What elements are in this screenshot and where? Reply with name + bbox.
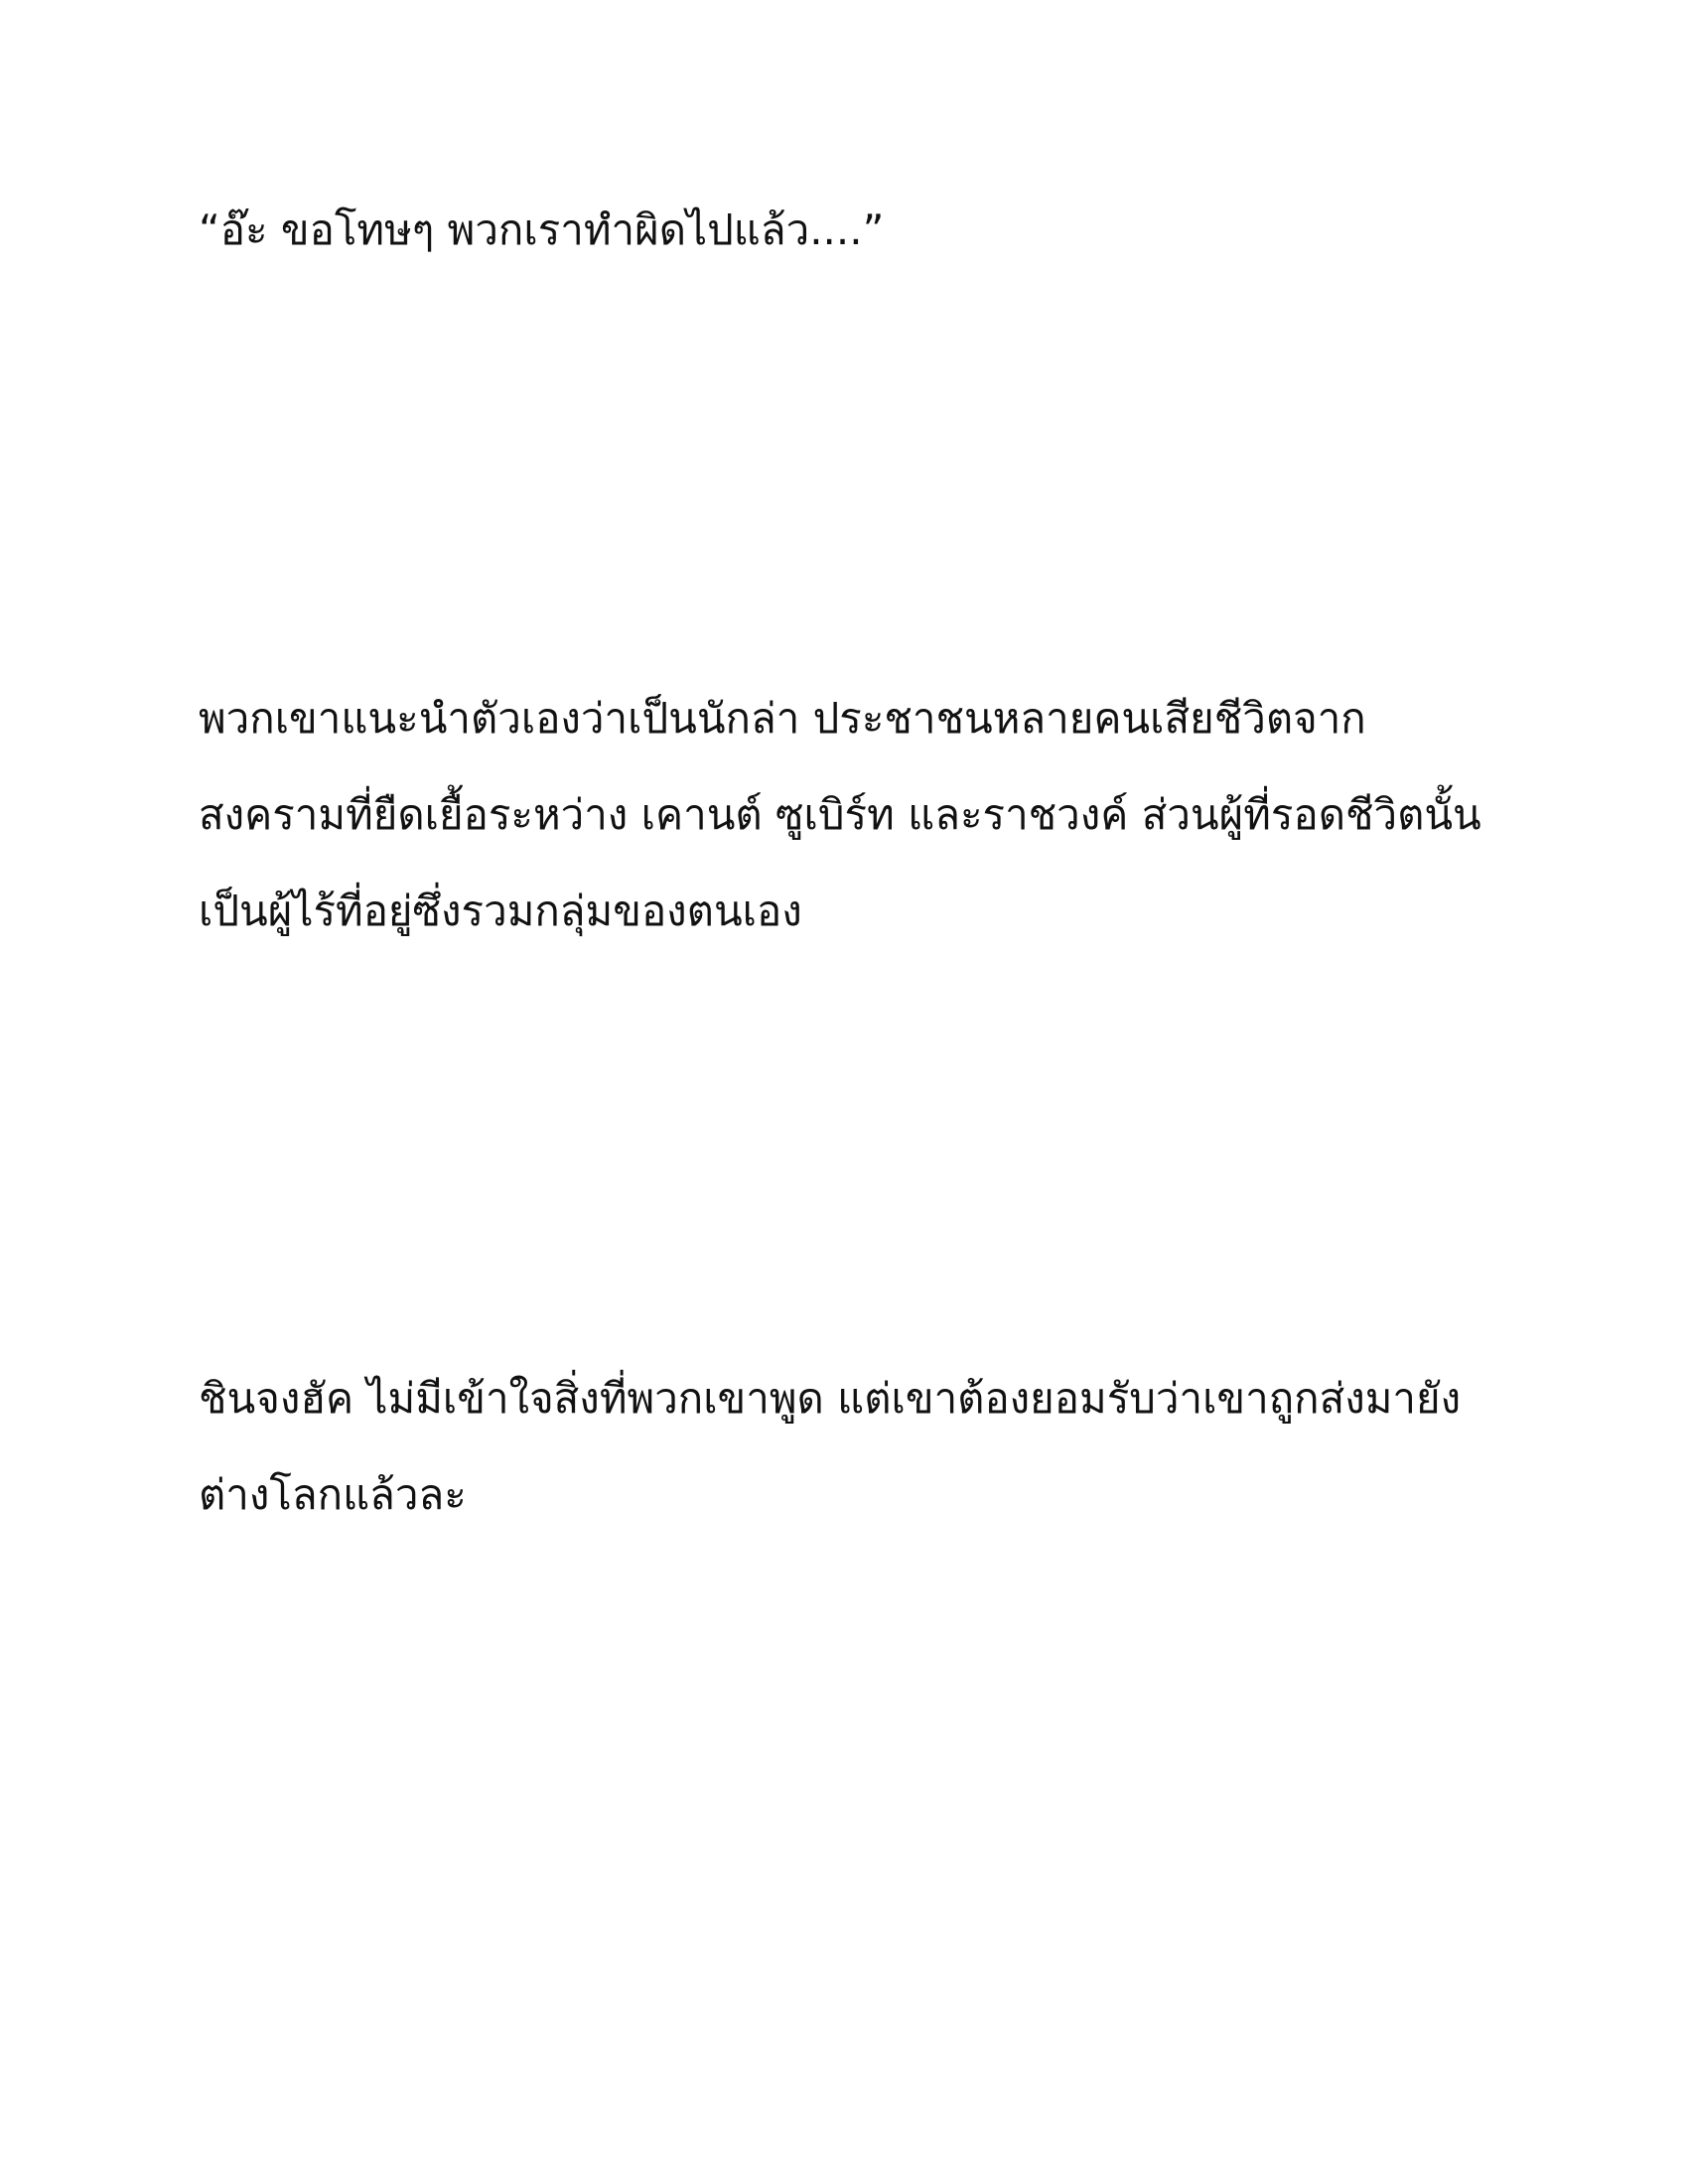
paragraph-3-line-2: ต่างโลกแล้วละ bbox=[199, 1470, 467, 1519]
dialogue-line: “อ๊ะ ขอโทษๆ พวกเราทำผิดไปแล้ว....” bbox=[199, 205, 885, 254]
paragraph-3-line-1: ชินจงฮัค ไม่มีเข้าใจสิ่งที่พวกเขาพูด แต่เขาต้องยอมรับว่าเขาถูกส่งมายัง bbox=[199, 1374, 1462, 1423]
paragraph-2-line-3: เป็นผู้ไร้ที่อยู่ซึ่งรวมกลุ่มของตนเอง bbox=[199, 887, 802, 935]
paragraph-2-line-1: พวกเขาแนะนำตัวเองว่าเป็นนักล่า ประชาชนหลายคนเสียชีวิตจาก bbox=[199, 694, 1366, 743]
paragraph-2-line-2: สงครามที่ยืดเยื้อระหว่าง เคานต์ ซูเบิร์ท และราชวงค์ ส่วนผู้ที่รอดชีวิตนั้น bbox=[199, 790, 1481, 839]
